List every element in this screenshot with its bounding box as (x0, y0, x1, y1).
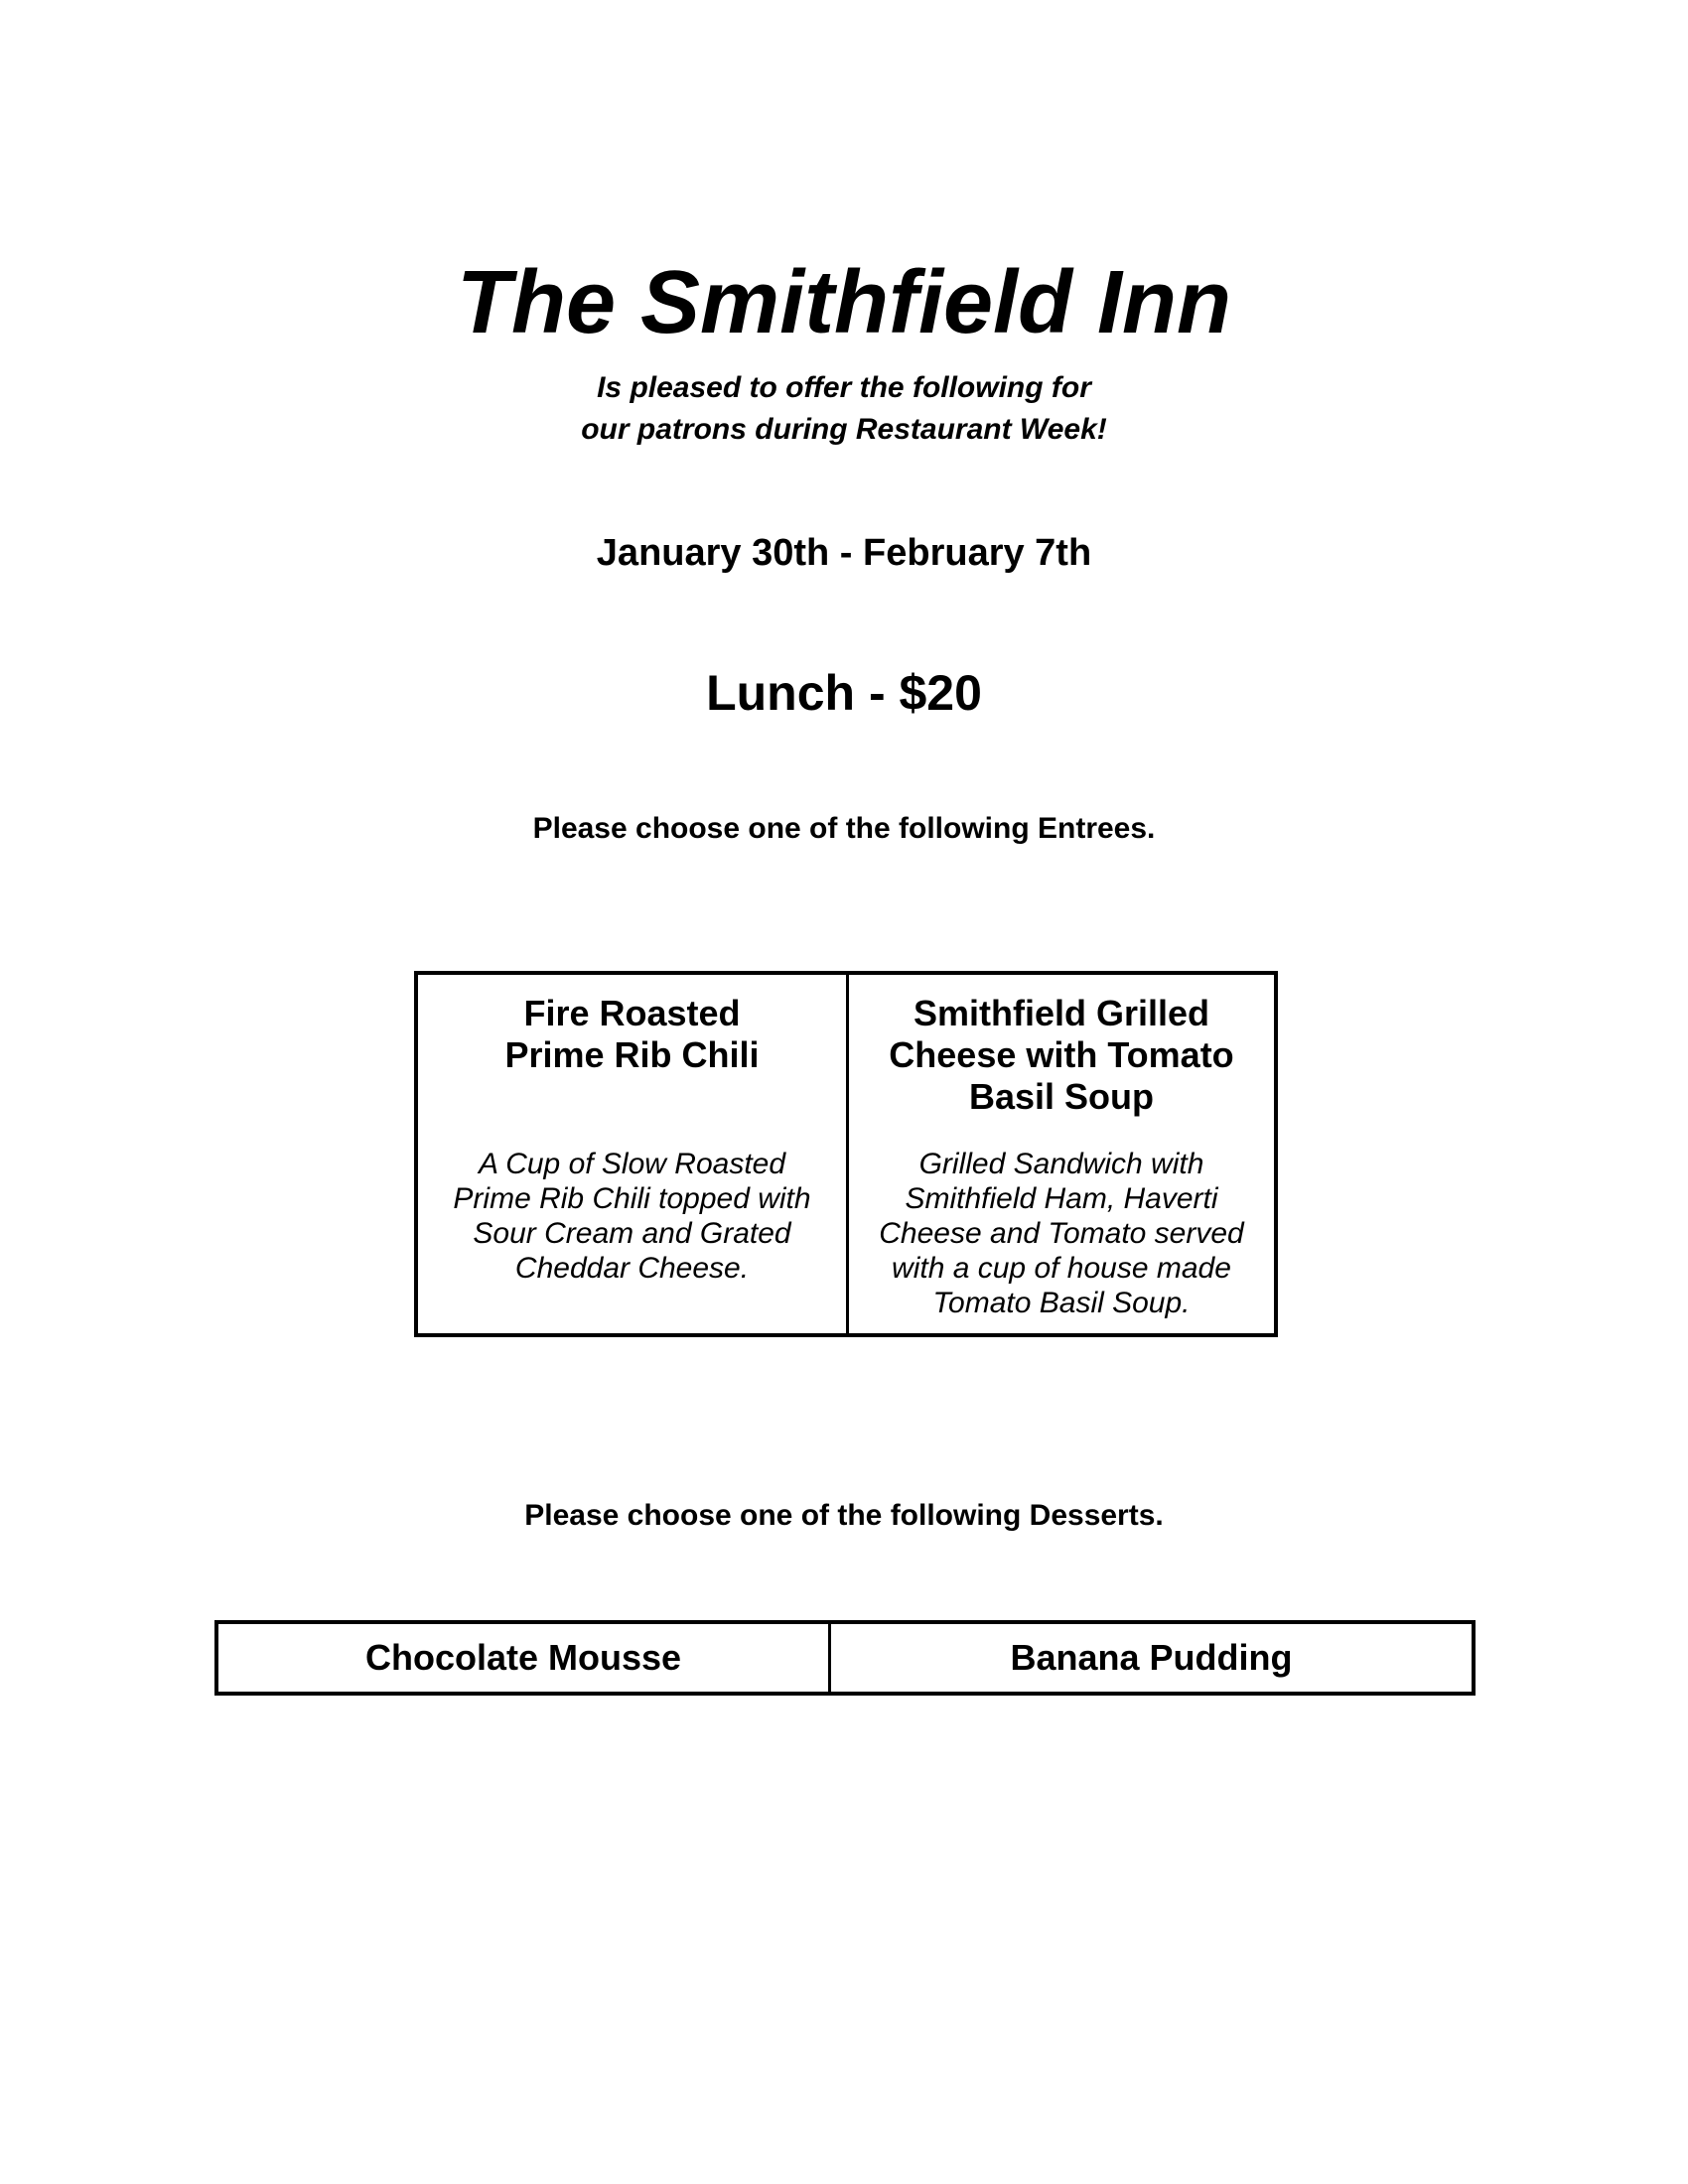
entree-table (414, 971, 1278, 1337)
dessert-table (214, 1620, 1476, 1696)
lunch-price: Lunch - $20 (706, 665, 982, 721)
entree-description: Grilled Sandwich with Smithfield Ham, Haverti Cheese and Tomato served with a cup of house made Tomato Basil Soup. (879, 1148, 1244, 1319)
entree-name: Fire Roasted Prime Rib Chili (504, 993, 760, 1075)
dessert-option: Chocolate Mousse (218, 1624, 831, 1692)
intro-line: Is pleased to offer the following for (597, 371, 1091, 404)
entree-instruction: Please choose one of the following Entrees. (532, 812, 1156, 845)
dessert-instruction: Please choose one of the following Desserts. (524, 1499, 1164, 1532)
intro-text (0, 367, 1688, 451)
entree-description: A Cup of Slow Roasted Prime Rib Chili topped with Sour Cream and Grated Cheddar Cheese. (453, 1148, 811, 1285)
entree-name: Smithfield Grilled Cheese with Tomato Basil Soup (889, 993, 1234, 1117)
page-title: The Smithfield Inn (457, 253, 1231, 353)
event-dates: January 30th - February 7th (596, 532, 1092, 574)
dessert-option: Banana Pudding (1010, 1637, 1293, 1678)
intro-line: our patrons during Restaurant Week! (581, 413, 1107, 446)
entree-option (846, 975, 1274, 1333)
entree-option (418, 975, 846, 1333)
